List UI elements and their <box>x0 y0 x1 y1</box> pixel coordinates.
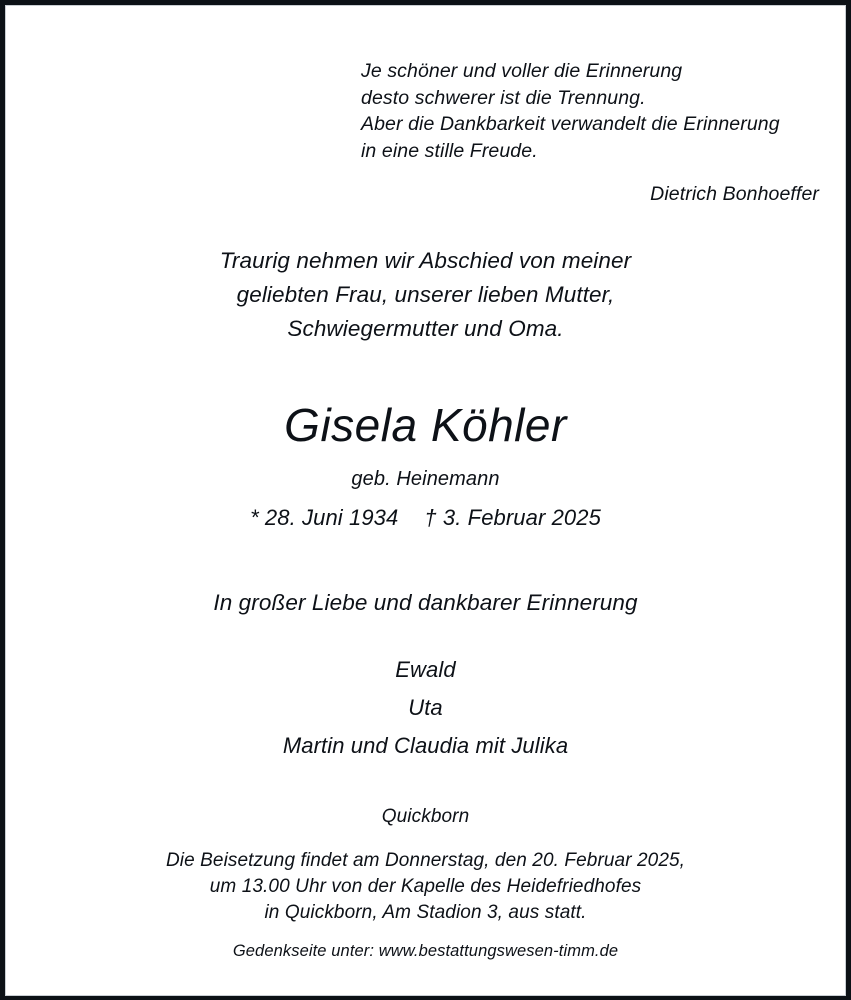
place-line: Quickborn <box>381 806 470 827</box>
quote-line-3: Aber die Dankbarkeit verwandelt die Erinnerung <box>361 113 780 135</box>
mourners-block <box>6 651 845 765</box>
farewell-line-2: geliebten Frau, unserer lieben Mutter, <box>236 282 615 307</box>
obituary-content <box>6 6 845 995</box>
funeral-line-3: in Quickborn, Am Stadion 3, aus statt. <box>264 902 587 923</box>
life-dates <box>6 503 845 533</box>
mourner-1: Ewald <box>395 657 456 682</box>
quote-line-1: Je schöner und voller die Erinnerung <box>361 60 683 82</box>
quote-line-4: in eine stille Freude. <box>361 139 538 162</box>
birth-date: * 28. Juni 1934 <box>250 505 399 530</box>
death-date: † 3. Februar 2025 <box>424 505 601 530</box>
deceased-maiden-name: geb. Heinemann <box>351 468 500 490</box>
quote-line-2: desto schwerer ist die Trennung. <box>361 86 646 109</box>
obituary-inner-border <box>5 5 846 996</box>
funeral-line-2: um 13.00 Uhr von der Kapelle des Heidefriedhofes <box>209 876 642 897</box>
deceased-name: Gisela Köhler <box>284 399 567 451</box>
mourner-3: Martin und Claudia mit Julika <box>282 733 569 758</box>
quote-attribution: Dietrich Bonhoeffer <box>650 183 819 205</box>
memory-line: In großer Liebe und dankbarer Erinnerung <box>213 590 638 615</box>
farewell-line-3: Schwiegermutter und Oma. <box>287 316 564 341</box>
funeral-details <box>6 848 845 926</box>
farewell-line-1: Traurig nehmen wir Abschied von meiner <box>219 248 632 273</box>
deceased-block <box>6 398 845 533</box>
funeral-line-1: Die Beisetzung findet am Donnerstag, den 20. Februar 2025, <box>165 850 686 871</box>
farewell-block <box>6 244 845 346</box>
quote-block <box>361 58 821 208</box>
memorial-link: Gedenkseite unter: www.bestattungswesen-timm.de <box>232 942 619 960</box>
mourner-2: Uta <box>408 695 443 720</box>
